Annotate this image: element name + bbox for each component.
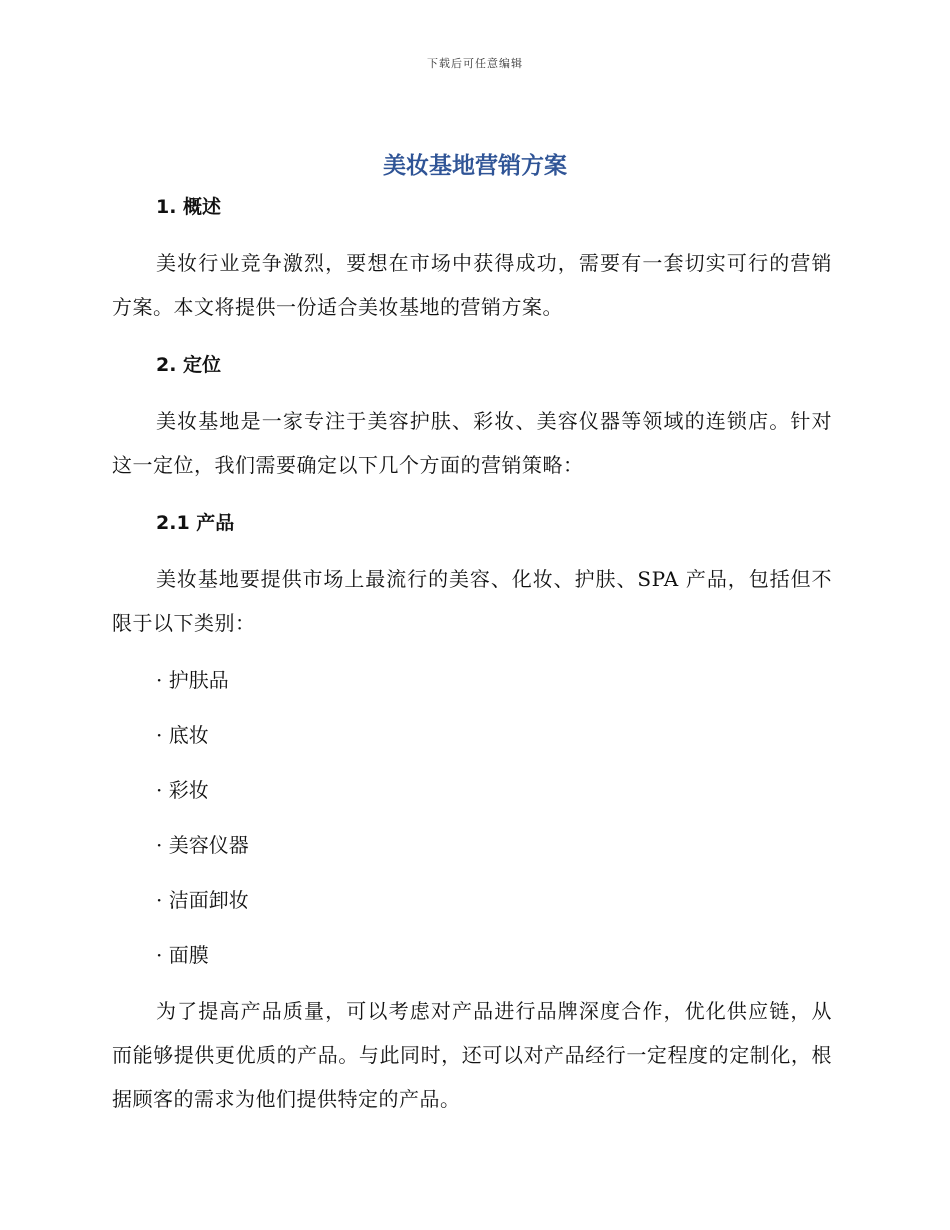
section-heading-overview: 1. 概述: [156, 196, 222, 218]
paragraph-overview: 美妆行业竞争激烈，要想在市场中获得成功，需要有一套切实可行的营销方案。本文将提供一份适合美妆基地的营销方案。: [112, 251, 832, 319]
document-body: [112, 190, 832, 1121]
paragraph-product: 美妆基地要提供市场上最流行的美容、化妆、护肤、SPA 产品，包括但不限于以下类别：: [112, 567, 832, 635]
paragraph-product-quality: 为了提高产品质量，可以考虑对产品进行品牌深度合作，优化供应链，从而能够提供更优质的产品。与此同时，还可以对产品经行一定程度的定制化，根据顾客的需求为他们提供特定的产品。: [112, 999, 832, 1111]
section-heading-product: 2.1 产品: [156, 512, 235, 534]
list-item: · 彩妆: [156, 778, 209, 802]
header-note: 下载后可任意编辑: [427, 57, 523, 70]
list-item: · 美容仪器: [156, 833, 249, 857]
list-item: · 洁面卸妆: [156, 888, 249, 912]
section-heading-positioning: 2. 定位: [156, 354, 222, 376]
list-item: · 底妆: [156, 723, 209, 747]
paragraph-positioning: 美妆基地是一家专注于美容护肤、彩妆、美容仪器等领域的连锁店。针对这一定位，我们需要确定以下几个方面的营销策略：: [112, 409, 832, 477]
page-title: 美妆基地营销方案: [383, 153, 567, 179]
list-item: · 面膜: [156, 943, 209, 967]
list-item: · 护肤品: [156, 668, 229, 692]
